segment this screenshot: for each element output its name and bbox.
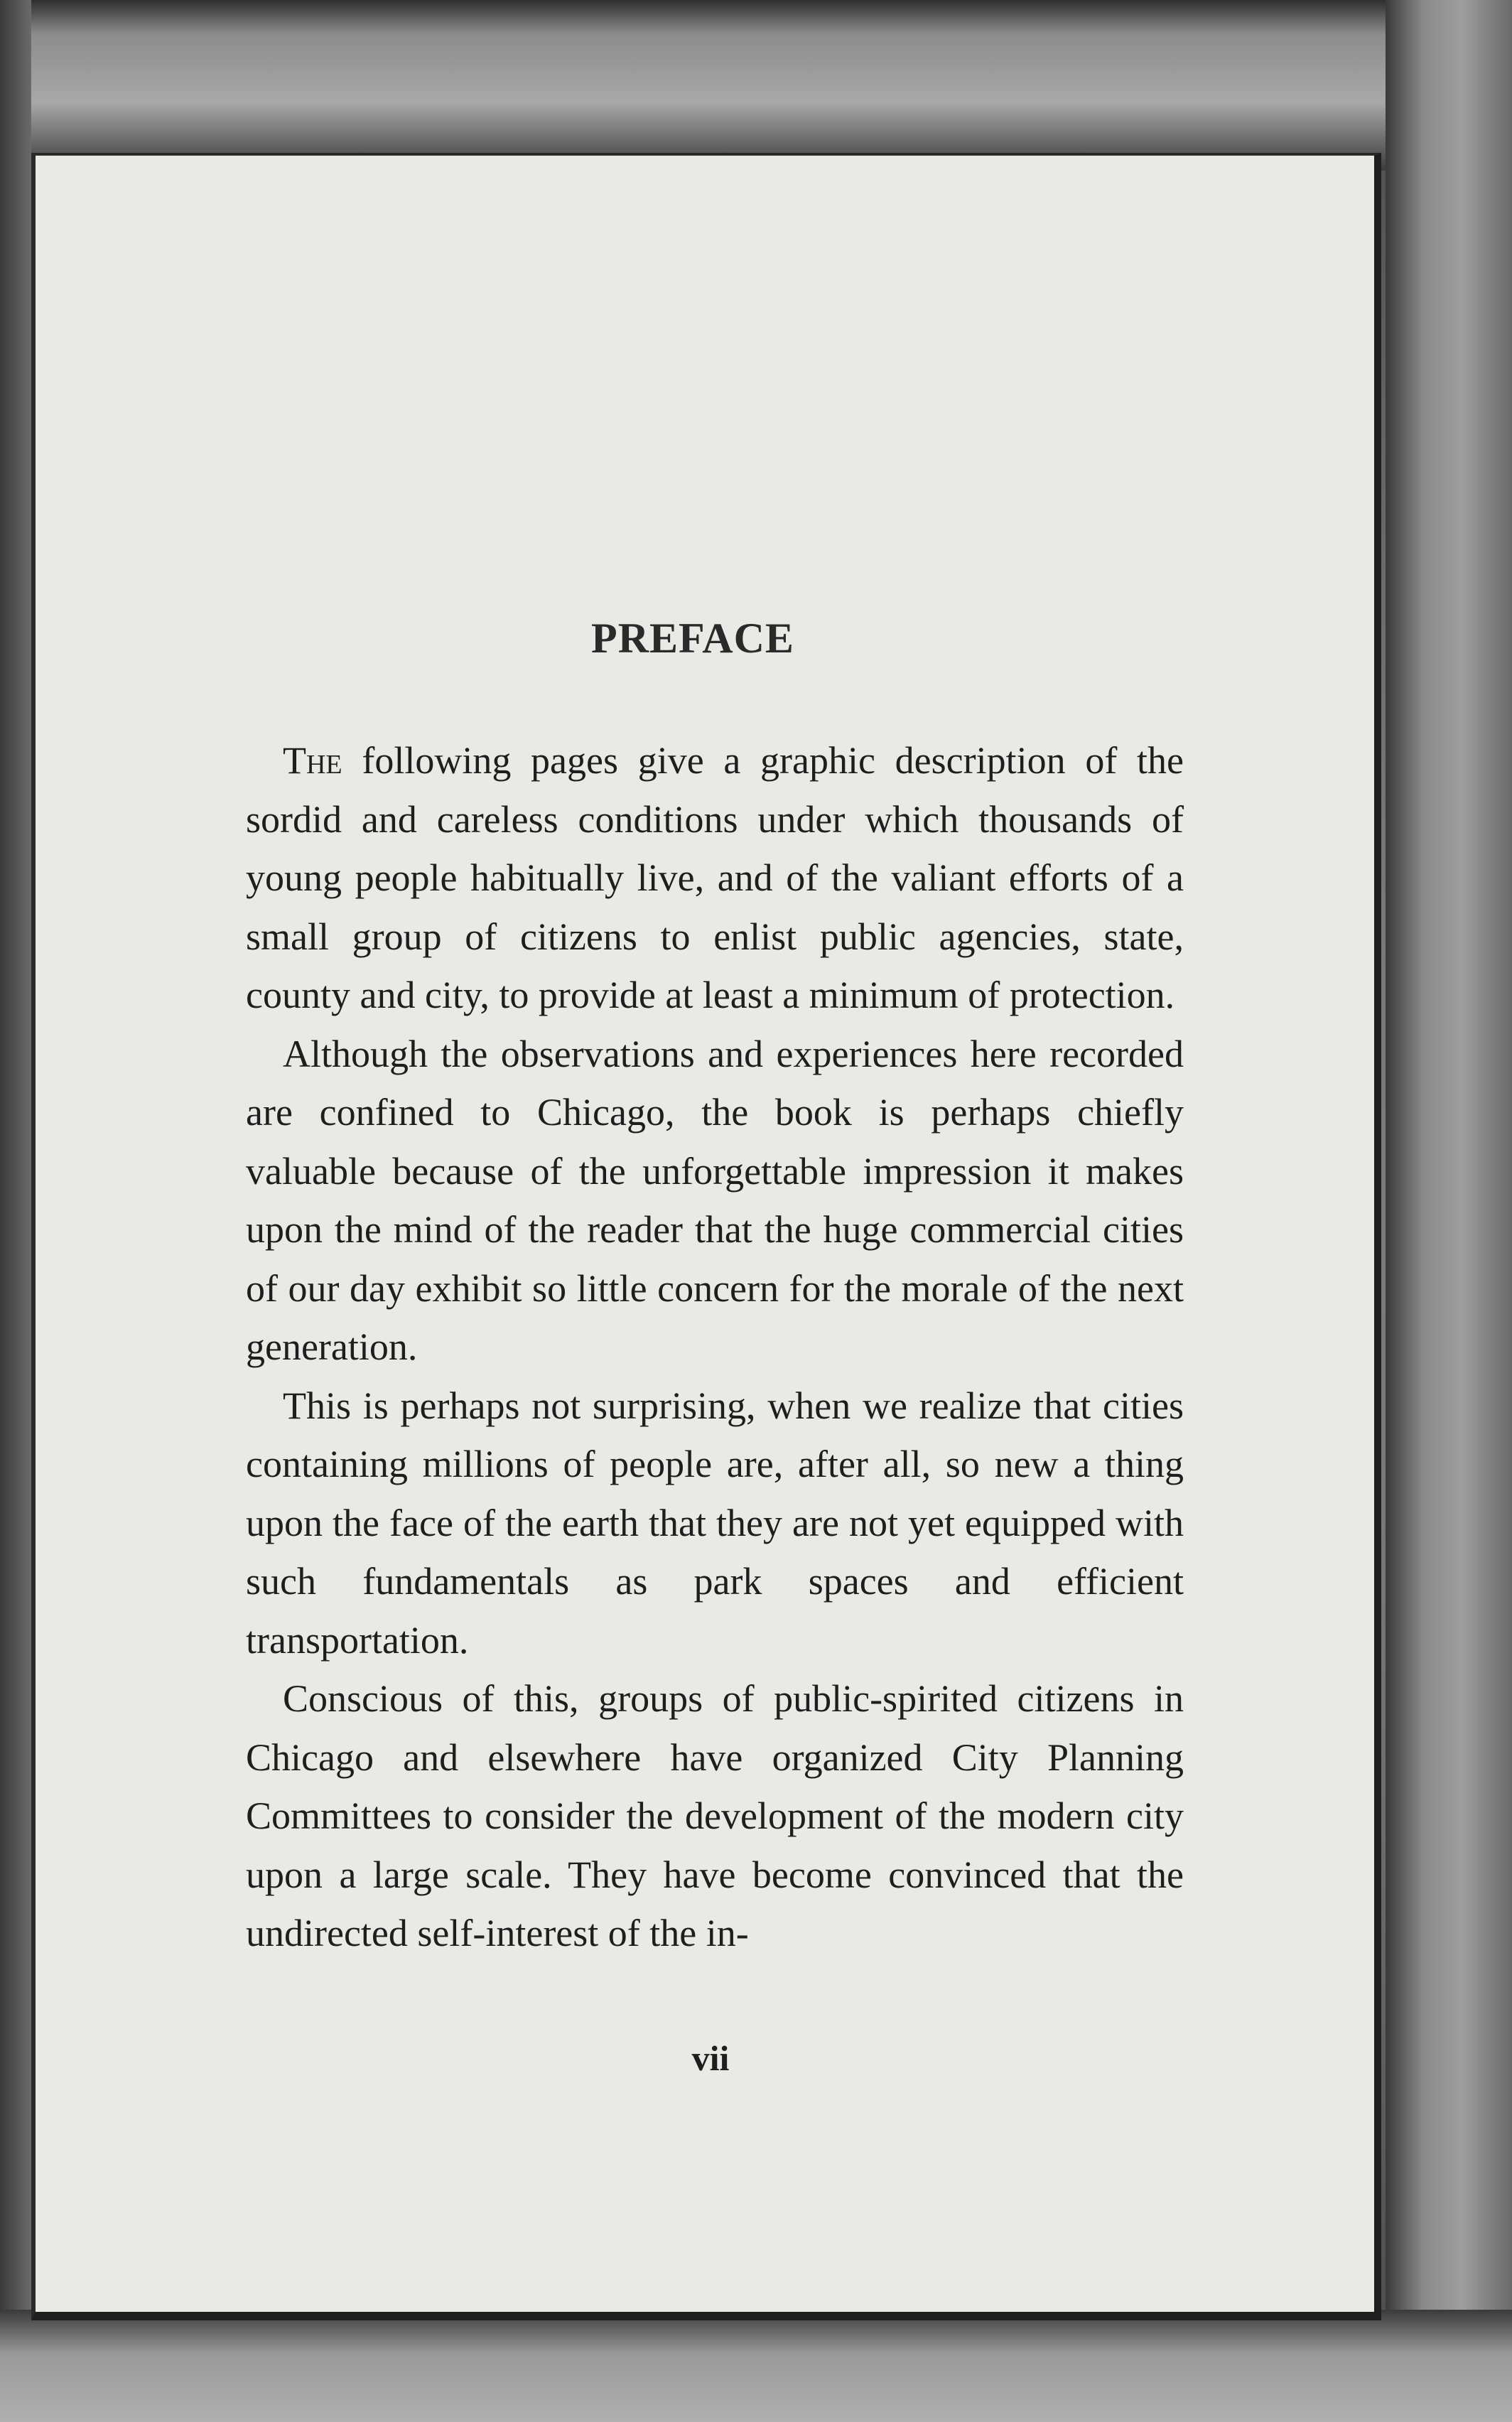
paragraph-4 [246,1669,1184,1963]
paragraph-text: Conscious of this, groups of public-spirited citizens in Chicago and elsewhere have organized City Planning Committees to consider the development of the modern city upon a large scale. They have become convinced that the undirected self-interest of the in- [246,1677,1184,1954]
scan-top-edge [0,0,1512,171]
paragraph-text: Although the observations and experiences here recorded are confined to Chicago, the book is perhaps chiefly valuable because of the unforgettable impression it makes upon the mind of the reader that the huge commercial cities of our day exhibit so little concern for the morale of the next generation. [246,1032,1184,1368]
scan-right-edge [1386,0,1512,2422]
paragraph-text: This is perhaps not surprising, when we realize that cities containing millions of people are, after all, so new a thing upon the face of the earth that they are not yet equipped with such fundamentals as park spaces and efficient transportation. [246,1384,1184,1662]
page-title: PREFACE [591,615,794,662]
paragraph-lead-word: The [283,739,342,782]
scan-bottom-edge [0,2310,1512,2422]
paragraph-1 [246,731,1184,1025]
paragraph-2 [246,1025,1184,1377]
preface-body [246,731,1184,1963]
book-page [31,153,1381,2320]
paragraph-text: following pages give a graphic description of the sordid and careless conditions under which thousands of young people habitually live, and of the valiant efforts of a small group of citizens to enlist public agencies, state, county and city, to provide at least a minimum of protection. [246,739,1184,1016]
page-number: vii [691,2038,730,2078]
paragraph-3 [246,1377,1184,1670]
scan-left-edge [0,0,31,2422]
